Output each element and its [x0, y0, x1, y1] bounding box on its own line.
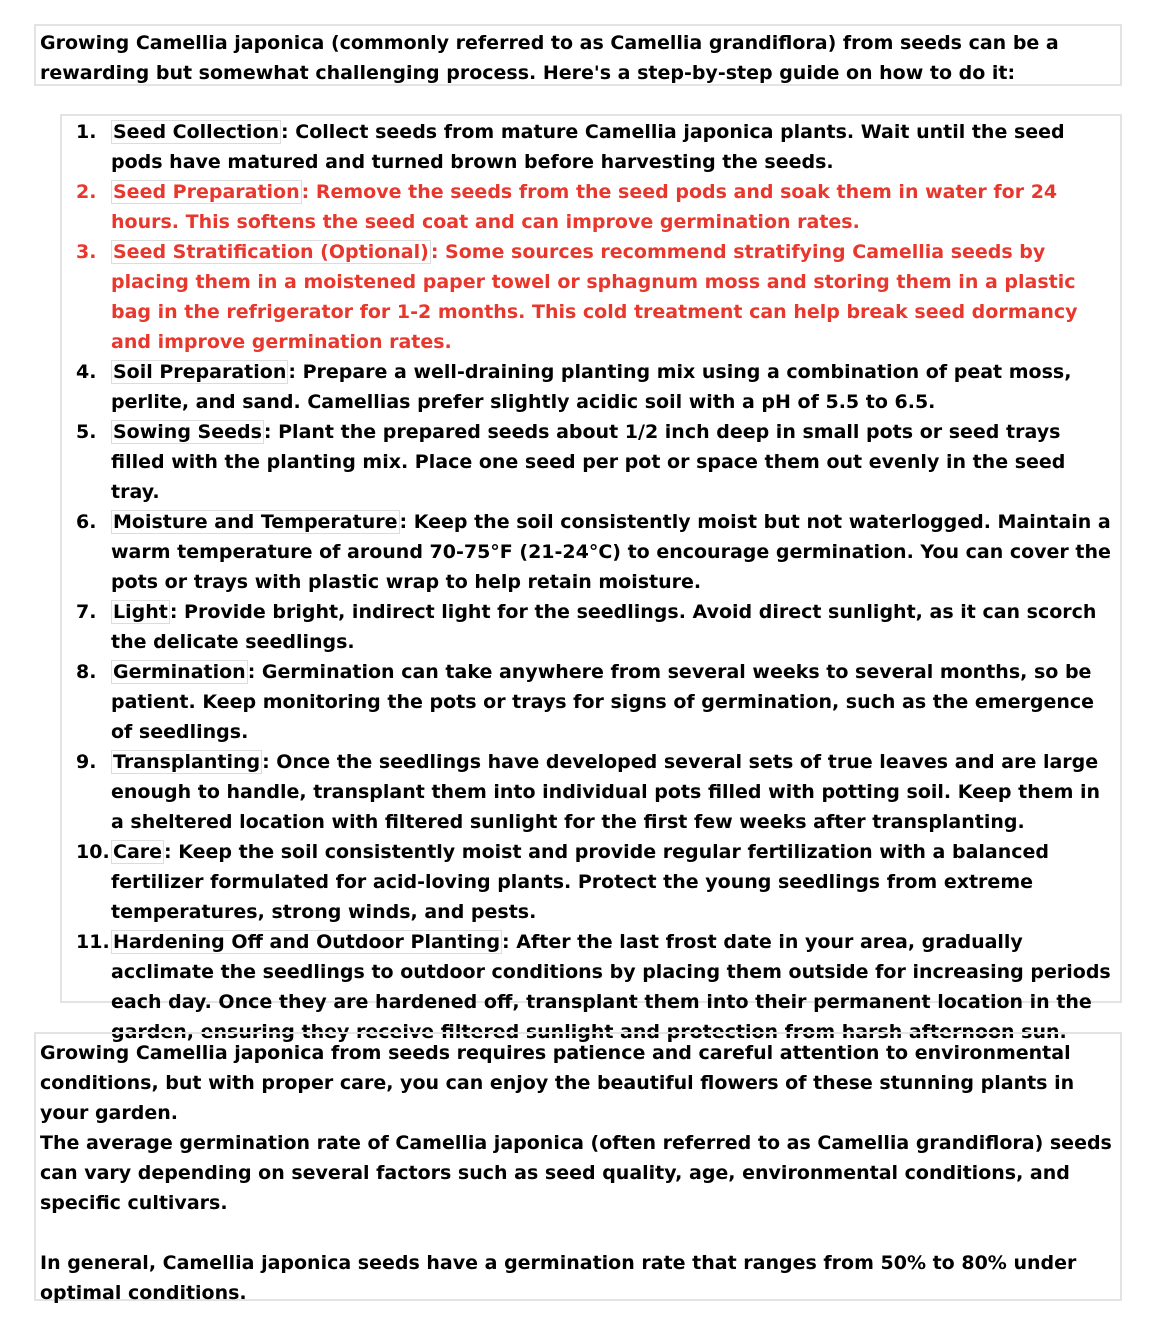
step-term: Care — [113, 841, 163, 863]
step-text: : Once the seedlings have developed several sets of true leaves and are large enough to handle, transplant them into individual pots filled with potting soil. Keep them in a sheltered location with filtered sunlight for the first few weeks after transplanting. — [111, 751, 1101, 833]
step-item — [62, 417, 1120, 507]
step-text: : Remove the seeds from the seed pods and soak them in water for 24 hours. This softens the seed coat and can improve germination rates. — [111, 181, 1058, 233]
step-item — [62, 657, 1120, 747]
step-term: Light — [113, 601, 168, 623]
step-text: : Keep the soil consistently moist and provide regular fertilization with a balanced fertilizer formulated for acid-loving plants. Protect the young seedlings from extreme temperatures, strong winds, and pests. — [111, 841, 1050, 923]
step-text: : Keep the soil consistently moist but not waterlogged. Maintain a warm temperature of around 70-75°F (21-24°C) to encourage germination. You can cover the pots or trays with plastic wrap to help retain moisture. — [111, 511, 1111, 593]
step-item — [62, 597, 1120, 657]
outro-paragraph: Growing Camellia japonica from seeds requires patience and careful attention to environmental conditions, but with proper care, you can enjoy the beautiful flowers of these stunning plants in your garden. — [40, 1042, 1075, 1124]
step-term: Germination — [113, 661, 246, 683]
step-number: 6. — [76, 511, 97, 533]
step-item-highlighted — [62, 237, 1120, 357]
step-item-highlighted — [62, 177, 1120, 237]
step-text: : Prepare a well-draining planting mix using a combination of peat moss, perlite, and sand. Camellias prefer slightly acidic soil with a pH of 5.5 to 6.5. — [111, 361, 1072, 413]
intro-box — [34, 24, 1122, 86]
step-item — [62, 117, 1120, 177]
step-number: 11. — [76, 931, 110, 953]
step-text: : Provide bright, indirect light for the seedlings. Avoid direct sunlight, as it can scorch the delicate seedlings. — [111, 601, 1097, 653]
step-number: 3. — [76, 241, 97, 263]
outro-paragraph: In general, Camellia japonica seeds have a germination rate that ranges from 50% to 80% under optimal conditions. — [40, 1252, 1077, 1304]
step-item — [62, 927, 1120, 1047]
step-text: : Germination can take anywhere from several weeks to several months, so be patient. Keep monitoring the pots or trays for signs of germination, such as the emergence of seedlings. — [111, 661, 1095, 743]
outro-paragraph: The average germination rate of Camellia japonica (often referred to as Camellia grandiflora) seeds can vary depending on several factors such as seed quality, age, environmental conditions, and specific cultivars. — [40, 1132, 1112, 1214]
step-text: : Some sources recommend stratifying Camellia seeds by placing them in a moistened paper towel or sphagnum moss and storing them in a plastic bag in the refrigerator for 1-2 months. This cold treatment can help break seed dormancy and improve germination rates. — [111, 241, 1078, 353]
step-number: 1. — [76, 121, 97, 143]
steps-list — [62, 117, 1120, 1047]
step-text: : After the last frost date in your area, gradually acclimate the seedlings to outdoor conditions by placing them outside for increasing periods each day. Once they are hardened off, transplant them into their permanent location in the garden, ensuring they receive filtered sunlight and protection from harsh afternoon sun. — [111, 931, 1111, 1043]
blank-line — [40, 1218, 1116, 1248]
step-text: : Plant the prepared seeds about 1/2 inch deep in small pots or seed trays filled with the planting mix. Place one seed per pot or space them out evenly in the seed tray. — [111, 421, 1066, 503]
step-number: 10. — [76, 841, 110, 863]
steps-box — [60, 114, 1122, 1043]
step-term: Seed Stratification (Optional) — [113, 241, 429, 263]
step-term: Transplanting — [113, 751, 261, 773]
step-item — [62, 837, 1120, 927]
outro-box — [34, 1032, 1122, 1304]
step-number: 2. — [76, 181, 97, 203]
step-text: : Collect seeds from mature Camellia japonica plants. Wait until the seed pods have matured and turned brown before harvesting the seeds. — [111, 121, 1065, 173]
step-term: Hardening Off and Outdoor Planting — [113, 931, 501, 953]
step-number: 7. — [76, 601, 97, 623]
step-term: Sowing Seeds — [113, 421, 262, 443]
step-term: Seed Collection — [113, 121, 280, 143]
step-term: Soil Preparation — [113, 361, 287, 383]
step-item — [62, 747, 1120, 837]
step-number: 5. — [76, 421, 97, 443]
step-term: Moisture and Temperature — [113, 511, 398, 533]
intro-paragraph: Growing Camellia japonica (commonly referred to as Camellia grandiflora) from seeds can be a rewarding but somewhat challenging process. Here's a step-by-step guide on how to do it: — [40, 32, 1059, 84]
step-term: Seed Preparation — [113, 181, 300, 203]
step-number: 9. — [76, 751, 97, 773]
step-item — [62, 507, 1120, 597]
step-number: 8. — [76, 661, 97, 683]
step-number: 4. — [76, 361, 97, 383]
step-item — [62, 357, 1120, 417]
